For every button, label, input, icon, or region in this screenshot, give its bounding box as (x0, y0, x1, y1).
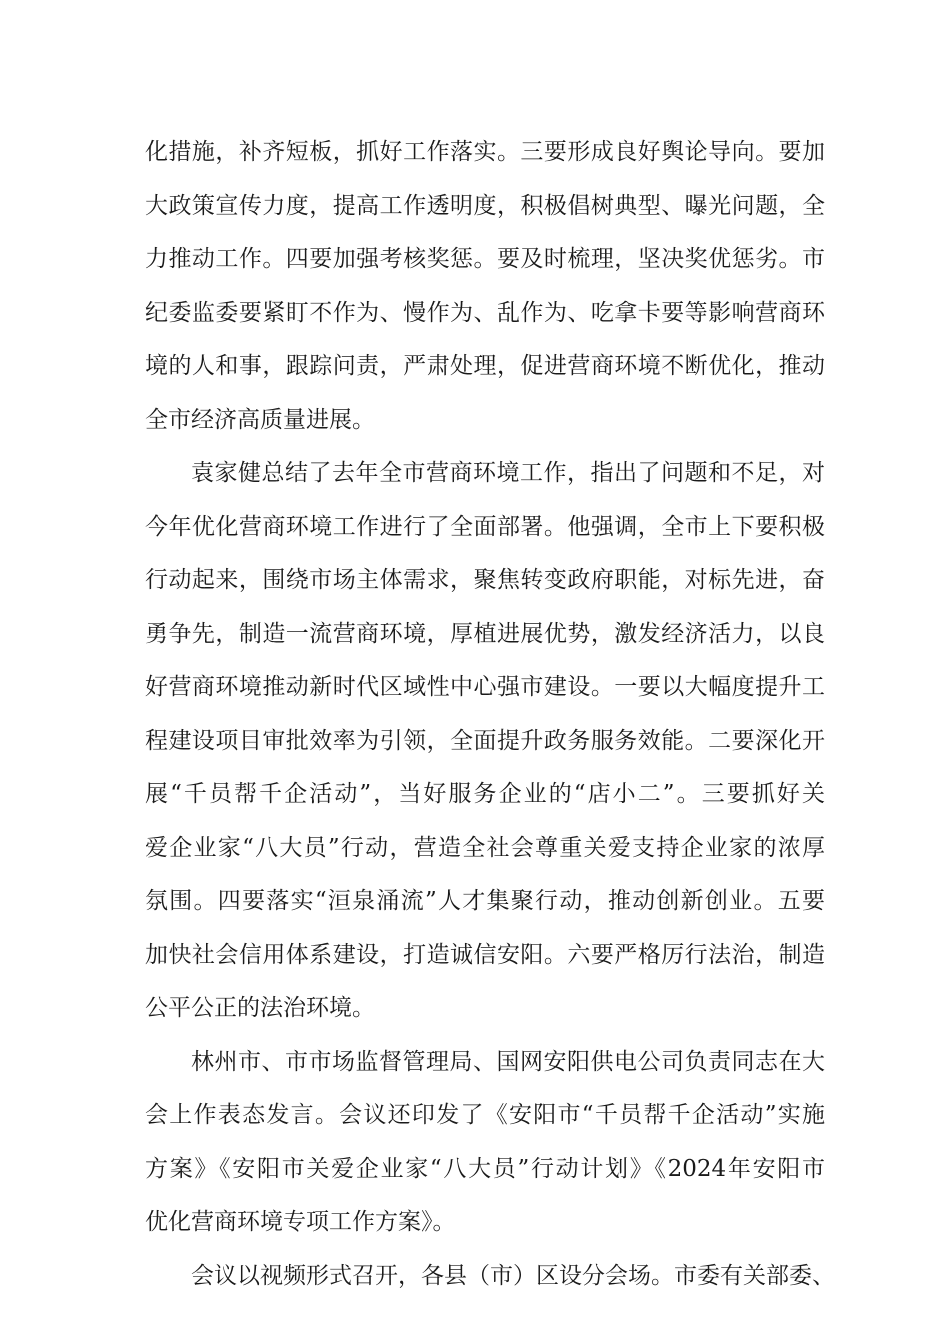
text-line: 力推动工作。四要加强考核奖惩。要及时梳理，坚决奖优惩劣。市 (145, 246, 825, 272)
text-line: 境的人和事，跟踪问责，严肃处理，促进营商环境不断优化，推动 (145, 353, 825, 379)
text-line: 方案》《安阳市关爱企业家“八大员”行动计划》《2024年安阳市 (145, 1155, 825, 1182)
text-line: 公平公正的法治环境。 (145, 995, 375, 1021)
text-line: 展“千员帮千企活动”，当好服务企业的“店小二”。三要抓好关 (145, 781, 825, 807)
paragraph-4 (145, 1250, 835, 1304)
text-line: 好营商环境推动新时代区域性中心强市建设。一要以大幅度提升工 (145, 674, 825, 700)
text-line: 全市经济高质量进展。 (145, 406, 375, 433)
text-line: 程建设项目审批效率为引领，全面提升政务服务效能。二要深化开 (145, 727, 825, 754)
text-line: 加快社会信用体系建设，打造诚信安阳。六要严格厉行法治，制造 (145, 941, 825, 968)
paragraph-2 (145, 447, 825, 1036)
text-line: 优化营商环境专项工作方案》。 (145, 1209, 456, 1235)
text-line: 氛围。四要落实“洹泉涌流”人才集聚行动，推动创新创业。五要 (145, 888, 825, 914)
text-line: 会上作表态发言。会议还印发了《安阳市“千员帮千企活动”实施 (145, 1102, 825, 1128)
text-line: 勇争先，制造一流营商环境，厚植进展优势，激发经济活力，以良 (145, 620, 825, 647)
text-line: 袁家健总结了去年全市营商环境工作，指出了问题和不足，对 (191, 460, 825, 486)
text-line: 大政策宣传力度，提高工作透明度，积极倡树典型、曝光问题，全 (145, 192, 825, 219)
text-line: 会议以视频形式召开，各县（市）区设分会场。市委有关部委、 (191, 1262, 835, 1289)
text-line: 今年优化营商环境工作进行了全面部署。他强调，全市上下要积极 (145, 513, 825, 540)
paragraph-3 (145, 1036, 825, 1250)
document-body (145, 126, 835, 1303)
text-line: 化措施，补齐短板，抓好工作落实。三要形成良好舆论导向。要加 (145, 139, 825, 165)
text-line: 爱企业家“八大员”行动，营造全社会尊重关爱支持企业家的浓厚 (145, 834, 825, 861)
paragraph-1 (145, 126, 825, 447)
text-line: 纪委监委要紧盯不作为、慢作为、乱作为、吃拿卡要等影响营商环 (145, 299, 825, 326)
text-line: 行动起来，围绕市场主体需求，聚焦转变政府职能，对标先进，奋 (145, 567, 825, 593)
text-line: 林州市、市市场监督管理局、国网安阳供电公司负责同志在大 (191, 1048, 825, 1075)
